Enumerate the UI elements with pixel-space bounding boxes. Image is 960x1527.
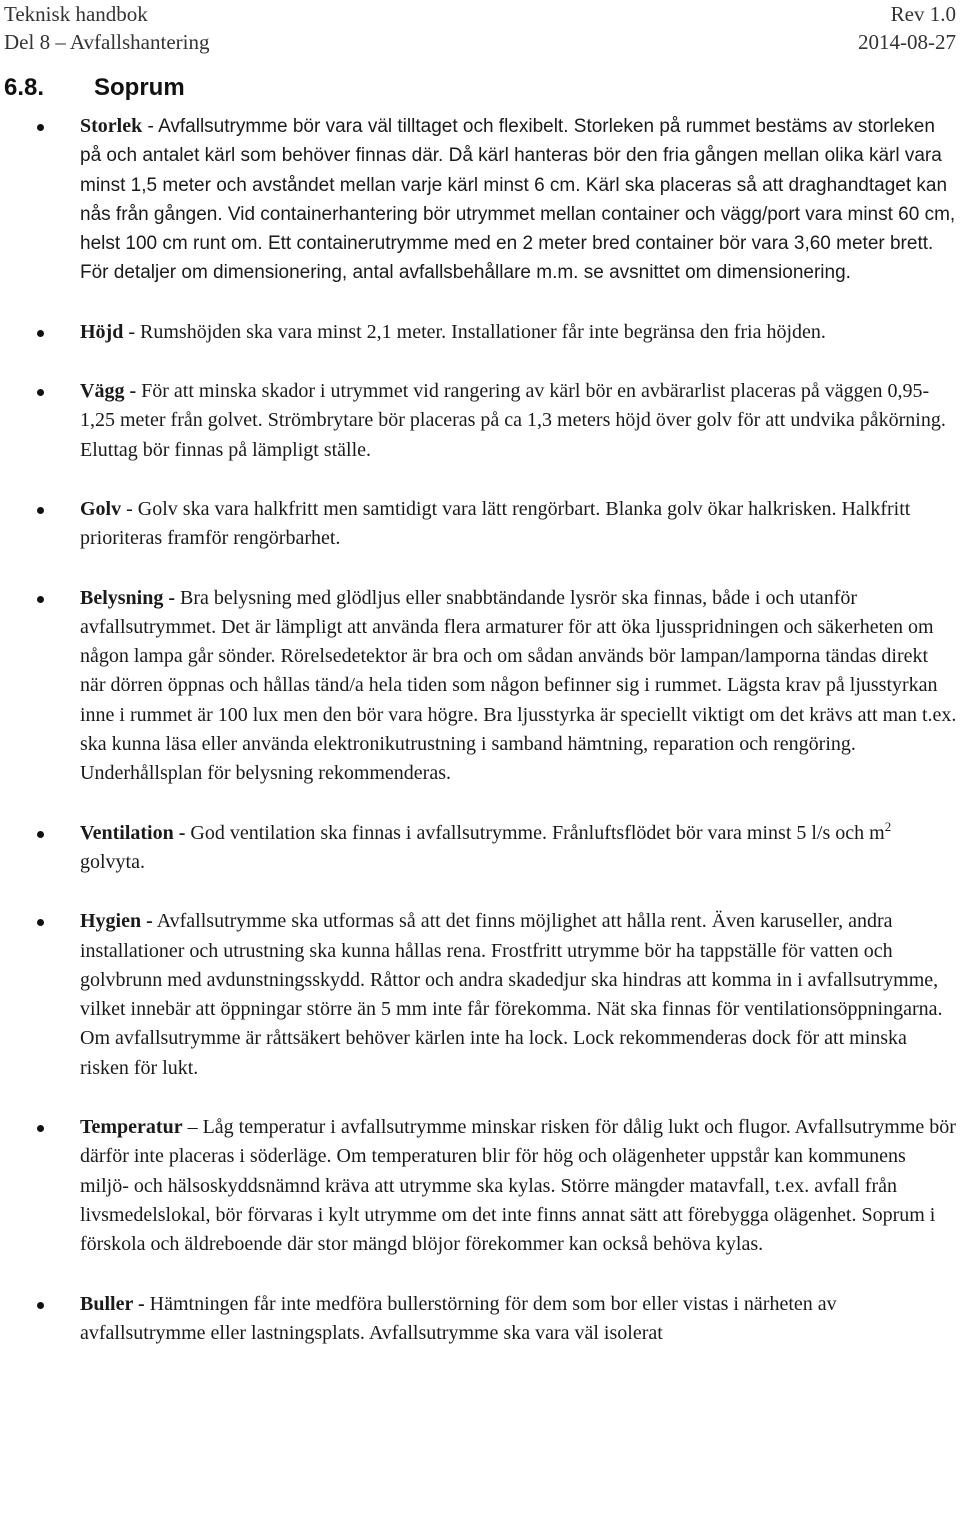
header-row-top <box>4 0 956 28</box>
item-term: Buller - <box>80 1292 145 1315</box>
item-text-after: golvyta. <box>80 850 145 873</box>
header-row-bottom <box>4 28 956 56</box>
section-title: Soprum <box>94 74 185 101</box>
list-item-golv <box>0 495 960 554</box>
list-item-vagg <box>0 377 960 465</box>
section-heading <box>4 72 185 104</box>
item-text: Golv ska vara halkfritt men samtidigt vara lätt rengörbart. Blanka golv ökar halkrisken. Halkfritt prioriteras framför rengörbarhet. <box>80 497 911 550</box>
bullet-icon <box>37 330 44 337</box>
list-item-hojd <box>0 318 960 347</box>
item-term: Storlek <box>80 115 143 137</box>
bullet-icon <box>37 596 44 603</box>
bullet-icon <box>37 831 44 838</box>
item-term: Höjd <box>80 320 124 343</box>
list-item-ventilation <box>0 819 960 878</box>
item-separator: - <box>142 116 159 137</box>
bullet-icon <box>37 507 44 514</box>
item-text: Bra belysning med glödljus eller snabbtändande lysrör ska finnas, både i och utanför avfallsutrymmet. Det är lämpligt att använda flera armaturer för att öka ljusspridningen och säkerheten om någon lampa går sönder. Rörelsedetektor är bra och om sådan används bör lampan/lamporna tändas direkt när dörren öppnas och hållas tänd/a hela tiden som någon befinner sig i rummet. Lägsta krav på ljusstyrkan inne i rummet är 100 lux men den bör vara högre. Bra ljusstyrka är speciellt viktigt om det krävs att man t.ex. ska kunna läsa eller använda elektronikutrustning i samband hämtning, reparation och rengöring. Underhållsplan för belysning rekommenderas. <box>80 586 957 785</box>
item-separator: - <box>121 497 138 520</box>
item-text: Rumshöjden ska vara minst 2,1 meter. Installationer får inte begränsa den fria höjden. <box>140 320 826 343</box>
requirements-list <box>0 112 960 1378</box>
item-text: Avfallsutrymme bör vara väl tilltaget och flexibelt. Storleken på rummet bestäms av storleken på och antalet kärl som behöver finnas där. Då kärl hanteras bör den fria gången mellan olika kärl vara minst 1,5 meter och avståndet mellan varje kärl minst 6 cm. Kärl ska placeras så att draghandtaget kan nås från gången. Vid containerhantering bör utrymmet mellan container och vägg/port vara minst 60 cm, helst 100 cm runt om. Ett containerutrymme med en 2 meter bred container bör vara 3,60 meter brett. För detaljer om dimensionering, antal avfallsbehållare m.m. se avsnittet om dimensionering. <box>80 116 956 284</box>
list-item-storlek <box>0 112 960 288</box>
item-term: Belysning - <box>80 586 176 609</box>
part-label: Del 8 – Avfallshantering <box>4 30 210 54</box>
document-title: Teknisk handbok <box>4 2 148 26</box>
list-item-buller <box>0 1290 960 1349</box>
item-term: Ventilation - <box>80 821 186 844</box>
superscript: 2 <box>884 818 892 834</box>
item-separator: - <box>123 320 141 343</box>
item-text: Låg temperatur i avfallsutrymme minskar risken för dålig lukt och flugor. Avfallsutrymme bör därför inte placeras i söderläge. Om temperaturen blir för hög och olägenheter uppstår kan kommunens miljö- och hälsoskyddsnämnd kräva att utrymme ska kylas. Större mängder matavfall, t.ex. avfall från livsmedelslokal, bör förvaras i kylt utrymme om det inte finns annat sätt att förebygga olägenhet. Soprum i förskola och äldreboende där stor mängd blöjor förekommer kan också behöva kylas. <box>80 1116 956 1256</box>
date-label: 2014-08-27 <box>858 30 956 54</box>
bullet-icon <box>37 1302 44 1309</box>
item-text: Hämtningen får inte medföra bullerstörning för dem som bor eller vistas i närheten av avfallsutrymme eller lastningsplats. Avfallsutrymme ska vara väl isolerat <box>80 1292 837 1344</box>
item-term: Hygien - <box>80 910 153 933</box>
section-number: 6.8. <box>4 74 45 101</box>
list-item-belysning <box>0 584 960 789</box>
item-text: Avfallsutrymme ska utformas så att det finns möjlighet att hålla rent. Även karuseller, andra installationer och utrustning ska kunna hållas rena. Frostfritt utrymme bör ha tappställe för vatten och golvbrunn med avdunstningsskydd. Råttor och andra skadedjur ska hindras att komma in i avfallsutrymme, vilket innebär att öppningar större än 5 mm inte får förekomma. Nät ska finnas för ventilationsöppningarna. Om avfallsutrymme är råttsäkert behöver kärlen inte ha lock. Lock rekommenderas dock för att minska risken för lukt. <box>80 910 943 1079</box>
item-separator: – <box>182 1116 203 1139</box>
list-item-temperatur <box>0 1113 960 1259</box>
list-item-hygien <box>0 907 960 1083</box>
page-header <box>4 0 956 56</box>
bullet-icon <box>37 1125 44 1132</box>
bullet-icon <box>37 124 44 131</box>
bullet-icon <box>37 919 44 926</box>
item-text: God ventilation ska finnas i avfallsutrymme. Frånluftsflödet bör vara minst 5 l/s och m <box>190 821 885 844</box>
bullet-icon <box>37 389 44 396</box>
revision-label: Rev 1.0 <box>890 2 956 26</box>
item-text: För att minska skador i utrymmet vid rangering av kärl bör en avbärarlist placeras på väggen 0,95-1,25 meter från golvet. Strömbrytare bör placeras på ca 1,3 meters höjd över golv för att undvika påkörning. Eluttag bör finnas på lämpligt ställe. <box>80 380 946 461</box>
item-term: Temperatur <box>80 1116 183 1139</box>
item-term: Vägg - <box>80 380 137 403</box>
item-term: Golv <box>80 497 122 520</box>
